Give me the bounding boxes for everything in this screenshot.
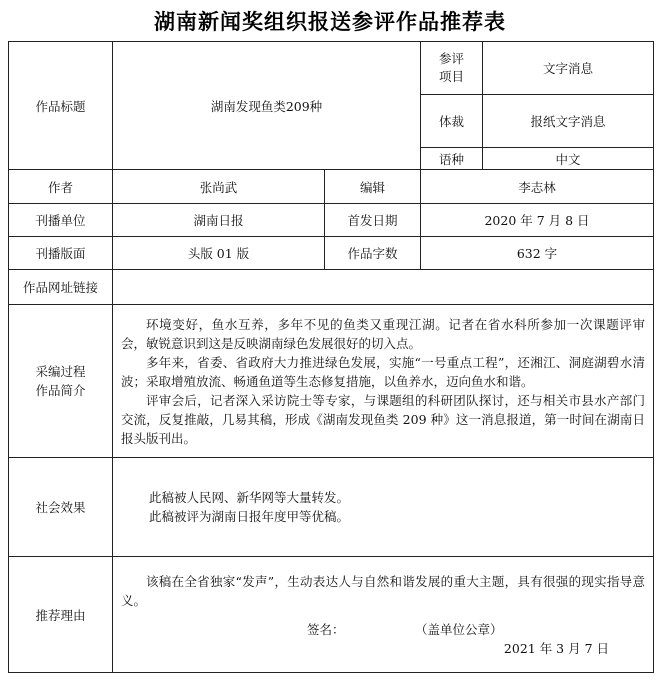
category-label-cell — [421, 42, 483, 95]
word-count-label: 作品字数 — [347, 246, 398, 261]
reason-date: 2021 年 3 月 7 日 — [503, 640, 610, 656]
first-date-value-cell — [421, 204, 654, 237]
publisher-value-cell — [113, 204, 325, 237]
language-label-cell — [421, 148, 483, 170]
genre-value: 报纸文字消息 — [530, 114, 606, 129]
row-publisher — [9, 204, 654, 237]
work-title-value: 湖南发现鱼类209种 — [210, 98, 323, 114]
author-label-cell — [9, 170, 113, 204]
effect-content-cell — [113, 458, 654, 557]
reason-label: 推荐理由 — [35, 607, 86, 623]
word-count-label-cell — [325, 237, 421, 270]
page-value-cell — [113, 237, 325, 270]
genre-label: 体裁 — [439, 114, 465, 129]
page-label: 刊播版面 — [35, 246, 86, 261]
process-content-cell — [113, 305, 654, 458]
work-title-label: 作品标题 — [35, 98, 86, 114]
author-label: 作者 — [47, 179, 73, 195]
process-paragraph: 评审会后，记者深入采访院士等专家，与课题组的科研团队探讨，还与相关市县水产部门交流，反复推敲，几易其稿，形成《湖南发现鱼类 209 种》这一消息报道，第一时间在湖南日报头版刊出。 — [121, 392, 646, 446]
work-title-label-cell — [9, 42, 113, 170]
word-count-value-cell — [421, 237, 654, 270]
language-label: 语种 — [439, 151, 465, 167]
editor-label: 编辑 — [360, 179, 386, 195]
author-value: 张尚武 — [199, 179, 238, 195]
page-value: 头版 01 版 — [187, 246, 250, 261]
signature-label: 签名： — [307, 621, 345, 637]
link-label: 作品网址链接 — [22, 280, 98, 295]
editor-value-cell — [421, 170, 654, 204]
reason-content-cell — [113, 557, 654, 673]
category-label: 参评项目 — [439, 51, 465, 84]
signature-row — [121, 620, 645, 639]
publisher-label-cell — [9, 204, 113, 237]
publisher-value: 湖南日报 — [193, 213, 244, 228]
row-reason — [9, 557, 654, 673]
category-value-cell — [483, 42, 654, 95]
author-value-cell — [113, 170, 325, 204]
page-title: 湖南新闻奖组织报送参评作品推荐表 — [154, 10, 506, 34]
reason-label-cell — [9, 557, 113, 673]
row-author — [9, 170, 654, 204]
process-paragraph: 多年来，省委、省政府大力推进绿色发展，实施“一号重点工程”，还湘江、洞庭湖碧水清波；采取增殖放流、畅通鱼道等生态修复措施，以鱼养水，迈向鱼水和谐。 — [121, 354, 646, 389]
effect-label: 社会效果 — [35, 500, 86, 515]
language-value-cell — [483, 148, 654, 170]
row-link — [9, 270, 654, 305]
row-effect — [9, 458, 654, 557]
row-process — [9, 305, 654, 458]
row-category — [9, 42, 654, 95]
editor-label-cell — [325, 170, 421, 204]
effect-line: 此稿被人民网、新华网等大量转发。 — [149, 490, 350, 505]
seal-label: （盖单位公章） — [414, 621, 503, 637]
reason-text: 该稿在全省独家“发声”，生动表达人与自然和谐发展的重大主题，具有很强的现实指导意义。 — [121, 573, 646, 608]
category-value: 文字消息 — [543, 61, 594, 76]
first-date-label-cell — [325, 204, 421, 237]
effect-label-cell — [9, 458, 113, 557]
link-label-cell — [9, 270, 113, 305]
link-value-cell — [113, 270, 654, 305]
genre-value-cell — [483, 95, 654, 148]
first-date-label: 首发日期 — [347, 213, 398, 228]
process-paragraph: 环境变好，鱼水互养，多年不见的鱼类又重现江湖。记者在省水科所参加一次课题评审会，敏锐意识到这是反映湖南绿色发展很好的切入点。 — [121, 316, 646, 351]
word-count-value: 632 字 — [516, 246, 558, 261]
editor-value: 李志林 — [518, 179, 556, 195]
publisher-label: 刊播单位 — [35, 213, 86, 228]
row-page — [9, 237, 654, 270]
first-date-value: 2020 年 7 月 8 日 — [484, 213, 590, 228]
work-title-value-cell — [113, 42, 421, 170]
process-label-line1: 采编过程 — [35, 364, 86, 379]
effect-line: 此稿被评为湖南日报年度甲等优稿。 — [149, 509, 350, 524]
genre-label-cell — [421, 95, 483, 148]
process-label-line2: 作品简介 — [35, 383, 86, 398]
process-label-cell — [9, 305, 113, 458]
language-value: 中文 — [555, 151, 581, 167]
page-label-cell — [9, 237, 113, 270]
recommendation-form — [8, 41, 654, 673]
